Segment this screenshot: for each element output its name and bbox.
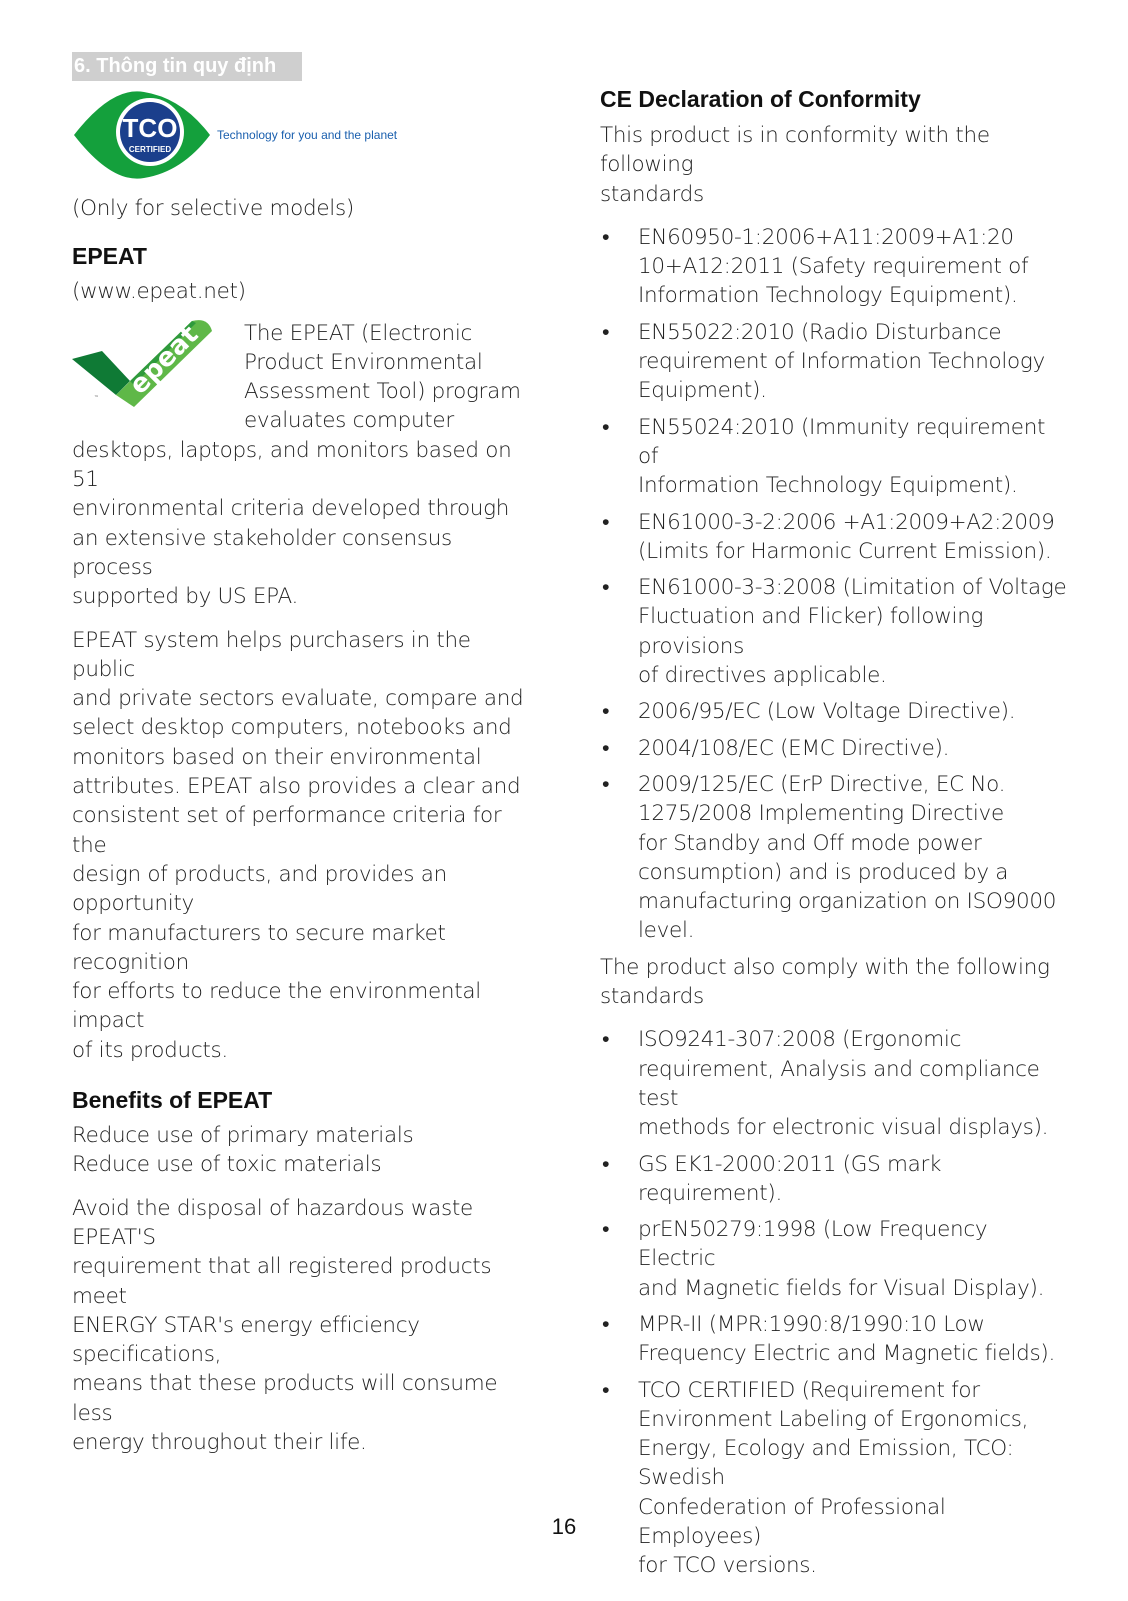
epeat-heading: EPEAT (72, 243, 147, 270)
ce-intro-line: This product is in conformity with the following (600, 123, 990, 178)
epeat-intro-line: The EPEAT (Electronic (244, 320, 473, 346)
epeat-logo-icon (72, 319, 222, 407)
standard-line: manufacturing organization on ISO9000 (638, 889, 1057, 915)
standard-line: 2004/108/EC (EMC Directive). (638, 735, 950, 761)
standard-line: consumption) and is produced by a (638, 859, 1009, 885)
standard-line: EN61000-3-2:2006 +A1:2009+A2:2009 (638, 509, 1055, 535)
standard-item (600, 1215, 1070, 1303)
bullet-icon: • (602, 1377, 610, 1403)
bullet-icon: • (602, 1151, 610, 1177)
paragraph-line: design of products, and provides an opportunity (72, 861, 447, 917)
paragraph-line: ENERGY STAR's energy efficiency specifications, (72, 1312, 420, 1368)
standard-line: EN61000-3-3:2008 (Limitation of Voltage (638, 575, 1067, 601)
benefits-heading: Benefits of EPEAT (72, 1087, 273, 1114)
epeat-paragraph (72, 626, 532, 1065)
epeat-intro-line: supported by US EPA. (72, 584, 299, 610)
standard-line: prEN50279:1998 (Low Frequency Electric (638, 1217, 988, 1272)
benefits-list (72, 1121, 532, 1180)
tco-note: (Only for selective models) (72, 196, 354, 221)
epeat-intro-line: Product Environmental (244, 349, 483, 375)
standard-item (600, 573, 1070, 690)
standard-line: for TCO versions. (638, 1553, 817, 1579)
bullet-icon: • (602, 509, 610, 535)
standard-line: Fluctuation and Flicker) following provisions (638, 604, 984, 659)
standard-item (600, 1025, 1070, 1142)
standard-item (600, 1376, 1070, 1581)
tco-tagline: Technology for you and the planet (217, 128, 398, 142)
left-column (72, 88, 532, 1457)
benefit-line: Reduce use of primary materials (72, 1123, 414, 1149)
standard-line: for Standby and Off mode power (638, 830, 982, 856)
standard-item (600, 223, 1070, 311)
standard-line: (Limits for Harmonic Current Emission). (638, 538, 1052, 564)
standard-line: 2006/95/EC (Low Voltage Directive). (638, 699, 1016, 725)
standard-item (600, 1310, 1070, 1369)
standard-item (600, 697, 1070, 726)
bullet-icon: • (602, 319, 610, 345)
paragraph-line: and private sectors evaluate, compare and (72, 686, 524, 712)
standard-line: Information Technology Equipment). (638, 473, 1018, 499)
paragraph-line: EPEAT system helps purchasers in the public (72, 627, 471, 682)
bullet-icon: • (602, 1311, 610, 1337)
tco-certified-logo (72, 88, 532, 182)
standard-line: EN60950-1:2006+A11:2009+A1:20 (638, 224, 1014, 250)
standard-item (600, 413, 1070, 501)
standard-line: 1275/2008 Implementing Directive (638, 801, 1004, 827)
paragraph-line: Avoid the disposal of hazardous waste EPEAT'S (72, 1195, 473, 1250)
ce-intro-line: standards (600, 181, 704, 207)
tco-eye-icon (72, 88, 212, 182)
standard-line: Confederation of Professional Employees) (638, 1494, 946, 1550)
ce-also-intro (600, 953, 1070, 1012)
epeat-intro-line: environmental criteria developed through (72, 496, 510, 522)
epeat-intro-line: evaluates computer (244, 408, 454, 434)
standard-line: Environment Labeling of Ergonomics, (638, 1406, 1029, 1432)
paragraph-line: consistent set of performance criteria for the (72, 803, 502, 858)
standard-line: 10+A12:2011 (Safety requirement of (638, 254, 1029, 280)
epeat-intro-line: desktops, laptops, and monitors based on 51 (72, 437, 512, 493)
standard-item (600, 734, 1070, 763)
svg-text:™: ™ (94, 394, 99, 401)
ce-also-standards-list (600, 1025, 1070, 1580)
epeat-intro-line: an extensive stakeholder consensus process (72, 525, 452, 580)
ce-intro (600, 121, 1070, 209)
paragraph-line: requirement that all registered products meet (72, 1254, 492, 1309)
bullet-icon: • (602, 699, 610, 725)
paragraph-line: select desktop computers, notebooks and (72, 715, 512, 741)
standard-line: EN55022:2010 (Radio Disturbance (638, 319, 1002, 345)
standard-line: 2009/125/EC (ErP Directive, EC No. (638, 771, 1006, 797)
paragraph-line: for manufacturers to secure market recognition (72, 920, 446, 975)
bullet-icon: • (602, 735, 610, 761)
standard-line: methods for electronic visual displays). (638, 1115, 1049, 1141)
epeat-url: (www.epeat.net) (72, 279, 246, 305)
standard-line: GS EK1-2000:2011 (GS mark requirement). (638, 1151, 942, 1206)
paragraph-line: monitors based on their environmental (72, 744, 482, 770)
ce-heading: CE Declaration of Conformity (600, 86, 921, 112)
standard-line: requirement of Information Technology (638, 349, 1045, 375)
tco-logo-sub: CERTIFIED (128, 145, 172, 154)
standard-line: requirement, Analysis and compliance test (638, 1056, 1040, 1111)
benefit-line: Reduce use of toxic materials (72, 1152, 382, 1178)
standard-line: MPR-II (MPR:1990:8/1990:10 Low (638, 1311, 985, 1337)
paragraph-line: of its products. (72, 1037, 228, 1063)
paragraph-line: energy throughout their life. (72, 1429, 367, 1455)
benefits-paragraph (72, 1194, 532, 1458)
bullet-icon: • (602, 771, 610, 797)
paragraph-line: attributes. EPEAT also provides a clear and (72, 774, 521, 800)
ce-also-line: The product also comply with the following (600, 954, 1050, 980)
page-number: 16 (551, 1514, 577, 1539)
bullet-icon: • (602, 414, 610, 440)
standard-line: EN55024:2010 (Immunity requirement of (638, 414, 1046, 469)
standard-line: and Magnetic fields for Visual Display). (638, 1275, 1045, 1301)
standard-line: Energy, Ecology and Emission, TCO: Swedish (638, 1436, 1014, 1491)
bullet-icon: • (602, 575, 610, 601)
epeat-logo-text: epeat (123, 319, 205, 401)
bullet-icon: • (602, 1217, 610, 1243)
standard-item (600, 770, 1070, 946)
standard-line: level. (638, 918, 695, 944)
standard-line: Equipment). (638, 378, 767, 404)
standard-item (600, 508, 1070, 567)
standard-item (600, 1150, 1070, 1209)
epeat-intro (72, 319, 532, 612)
epeat-intro-line: Assessment Tool) program (244, 379, 521, 405)
tco-logo-text: TCO (122, 113, 178, 143)
ce-also-line: standards (600, 984, 704, 1010)
bullet-icon: • (602, 1027, 610, 1053)
standard-line: of directives applicable. (638, 663, 887, 689)
section-title: 6. Thông tin quy định (72, 52, 302, 81)
ce-standards-list (600, 223, 1070, 946)
right-column (600, 86, 1070, 1588)
standard-item (600, 318, 1070, 406)
standard-line: TCO CERTIFIED (Requirement for (638, 1377, 980, 1403)
standard-line: ISO9241-307:2008 (Ergonomic (638, 1027, 962, 1053)
standard-line: Frequency Electric and Magnetic fields). (638, 1341, 1056, 1367)
paragraph-line: for efforts to reduce the environmental impact (72, 979, 481, 1034)
bullet-icon: • (602, 224, 610, 250)
paragraph-line: means that these products will consume less (72, 1371, 498, 1426)
standard-line: Information Technology Equipment). (638, 283, 1018, 309)
